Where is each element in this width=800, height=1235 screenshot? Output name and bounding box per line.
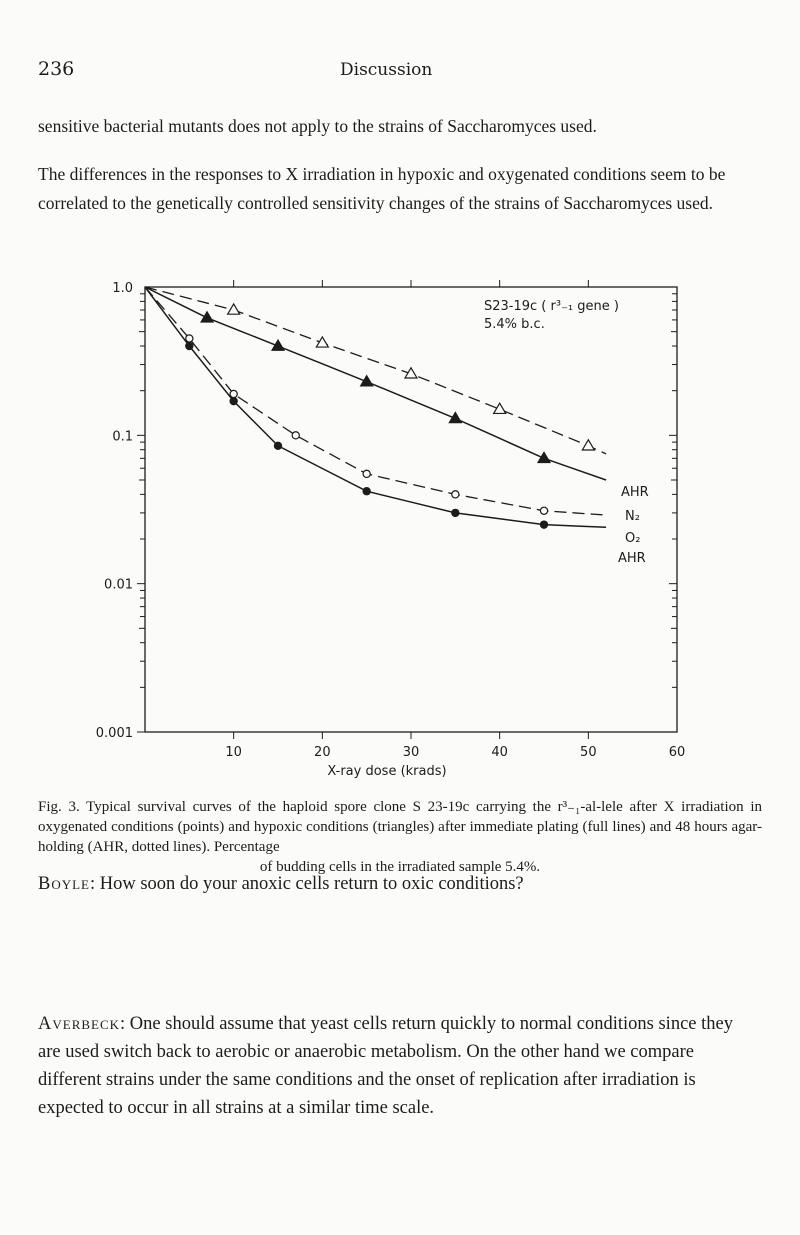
caption-last-line: of budding cells in the irradiated sample 5.4%.	[259, 859, 541, 875]
y-tick-label: 0.01	[104, 577, 133, 593]
x-axis-label: X-ray dose (krads)	[327, 764, 447, 779]
survival-figure	[0, 270, 800, 790]
speaker-text: How soon do your anoxic cells return to oxic conditions?	[99, 874, 524, 894]
data-point-triangle	[494, 403, 506, 413]
discussion-entry: Boyle: How soon do your anoxic cells return to oxic conditions?	[38, 874, 524, 894]
data-point-dot	[540, 507, 547, 514]
data-point-dot	[452, 491, 459, 498]
discussion-entry: Averbeck: One should assume that yeast cells return quickly to normal conditions since they are used switch back to aerobic or anaerobic metabolism. On the other hand we compare different strains under the same conditions and the onset of replication after irradiation is expected to occur in all strains at a similar time scale.	[38, 1014, 733, 1118]
data-point-dot	[363, 470, 370, 477]
x-tick-label: 20	[314, 745, 331, 760]
data-point-triangle	[582, 440, 594, 450]
data-point-dot	[186, 342, 193, 349]
data-point-dot	[452, 509, 459, 516]
data-point-dot	[230, 390, 237, 397]
plot-frame	[145, 287, 677, 732]
label-ahr-top: AHR	[621, 485, 649, 500]
x-tick-label: 10	[225, 745, 242, 760]
data-point-dot	[186, 335, 193, 342]
data-point-triangle	[538, 452, 550, 462]
y-tick-label: 1.0	[112, 281, 133, 296]
speaker-name: Averbeck	[38, 1014, 121, 1034]
caption-text: Fig. 3. Typical survival curves of the haploid spore clone S 23-19c carrying the r³₋₁-al-lele after X irradiation in oxygenated conditions (points) and hypoxic conditions (triangles) after immediate plating (full lines) and 48 hours agar-holding (AHR, dotted lines). Percentage	[38, 799, 762, 855]
data-point-dot	[292, 432, 299, 439]
x-tick-label: 50	[580, 745, 597, 760]
data-point-dot	[230, 398, 237, 405]
running-title: Discussion	[340, 60, 433, 80]
speaker-text: One should assume that yeast cells return quickly to normal conditions since they are used switch back to aerobic or anaerobic metabolism. On the other hand we compare different strains under the same conditions and the onset of replication after irradiation is expected to occur in all strains at a similar time scale.	[38, 1014, 733, 1118]
data-point-dot	[540, 521, 547, 528]
figure-caption	[38, 797, 762, 877]
x-tick-label: 60	[668, 745, 686, 760]
y-tick-label: 0.001	[95, 726, 133, 741]
survival-chart	[0, 270, 800, 790]
label-n2: N₂	[625, 509, 640, 524]
x-tick-label: 30	[402, 745, 420, 760]
paragraph: The differences in the responses to X irradiation in hypoxic and oxygenated conditions seem to be correlated to the genetically controlled sensitivity changes of the strains of Saccharomyces used.	[38, 164, 726, 213]
strain-annotation: S23-19c ( r³₋₁ gene )	[484, 299, 619, 314]
data-point-triangle	[201, 312, 213, 322]
data-point-triangle	[228, 304, 240, 314]
y-tick-label: 0.1	[112, 429, 133, 445]
x-tick-label: 40	[491, 745, 508, 760]
data-point-dot	[274, 442, 281, 449]
label-ahr-bottom: AHR	[618, 551, 646, 566]
survival-curve	[145, 287, 606, 480]
speaker-name: Boyle	[38, 874, 90, 894]
budding-annotation: 5.4% b.c.	[484, 317, 545, 332]
page-number: 236	[38, 58, 75, 80]
data-point-dot	[363, 488, 370, 495]
data-point-triangle	[449, 412, 461, 422]
paragraph: sensitive bacterial mutants does not apply to the strains of Saccharomyces used.	[38, 116, 597, 136]
label-o2: O₂	[625, 531, 641, 546]
